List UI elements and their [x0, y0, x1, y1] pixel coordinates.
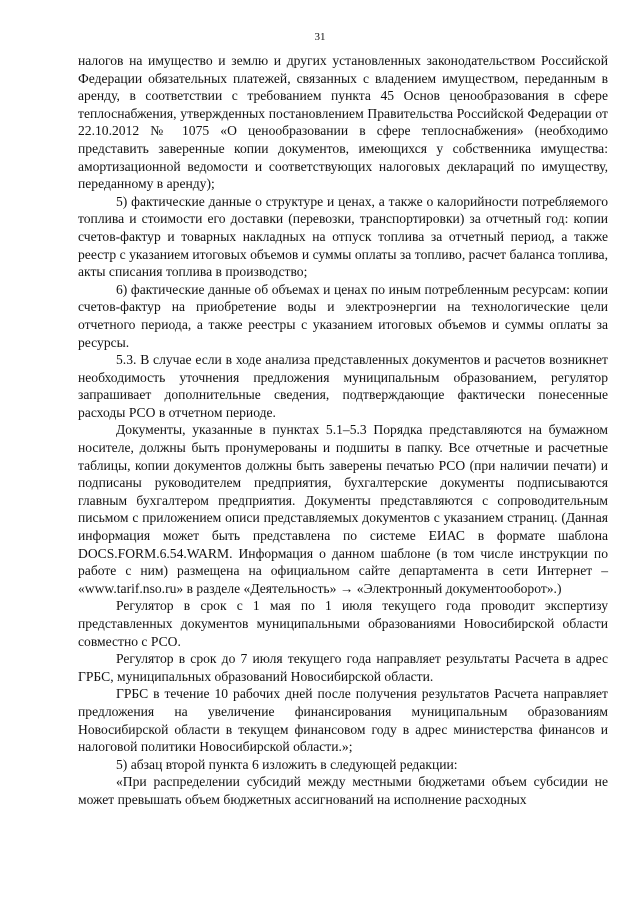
paragraph-1: налогов на имущество и землю и других установленных законодательством Российской Федерации обязательных платежей, связанных с владением имуществом, переданным в аренду, в соответствии с требованием пункта 45 Основ ценообразования в сфере теплоснабжения, утвержденных постановлением Правительства Российской Федерации от 22.10.2012 № 1075 «О ценообразовании в сфере теплоснабжения» (необходимо представить заверенные копии документов, имеющихся у собственника имущества: амортизационной ведомости и соответствующих налоговых деклараций по имуществу, переданному в аренду);	[78, 53, 608, 192]
paragraph-4: 5.3. В случае если в ходе анализа представленных документов и расчетов возникнет необходимость уточнения предложения муниципальным образованием, регулятор запрашивает дополнительные сведения, подтверждающие фактически понесенные расходы РСО в отчетном периоде.	[78, 352, 608, 420]
paragraph-10: «При распределении субсидий между местными бюджетами объем субсидии не может превышать объем бюджетных ассигнований на исполнение расходных	[78, 774, 608, 807]
paragraph-2: 5) фактические данные о структуре и ценах, а также о калорийности потребляемого топлива и стоимости его доставки (перевозки, транспортировки) за отчетный год: копии счетов-фактур и товарных накладных на отпуск топлива за отчетный период, а также реестр с указанием итоговых объемов и суммы оплаты за топливо, расчет баланса топлива, акты списания топлива в производство;	[78, 193, 608, 280]
page-number: 31	[314, 31, 326, 43]
paragraph-3: 6) фактические данные об объемах и ценах по иным потребленным ресурсам: копии счетов-фактур на приобретение воды и электроэнергии на технологические цели отчетного периода, а также реестры с указанием итоговых объемов и суммы оплаты за ресурсы.	[78, 281, 608, 350]
paragraph-5: Документы, указанные в пунктах 5.1–5.3 Порядка представляются на бумажном носителе, должны быть пронумерованы и подшиты в папку. Все отчетные и расчетные таблицы, копии документов должны быть заверены печатью РСО (при наличии печати) и подписаны руководителем предприятия, бухгалтерские документы подписываются главным бухгалтером предприятия. Документы представляются с сопроводительным письмом с приложением описи представляемых документов с указанием страниц. (Данная информация может быть представлена по системе ЕИАС в формате шаблона DOCS.FORM.6.54.WARM. Информация о данном шаблоне (в том числе инструкции по работе с ним) размещена на официальном сайте департамента в сети Интернет – «www.tarif.nso.ru» в разделе «Деятельность» → «Электронный документооборот».)	[78, 422, 608, 596]
paragraph-9: 5) абзац второй пункта 6 изложить в следующей редакции:	[116, 756, 458, 772]
document-body	[78, 52, 608, 809]
paragraph-6: Регулятор в срок с 1 мая по 1 июля текущего года проводит экспертизу представленных документов муниципальными образованиями Новосибирской области совместно с РСО.	[78, 598, 608, 649]
paragraph-8: ГРБС в течение 10 рабочих дней после получения результатов Расчета направляет предложения на увеличение финансирования муниципальным образованиям Новосибирской области в текущем финансовом году в адрес министерства финансов и налоговой политики Новосибирской области.»;	[78, 686, 608, 755]
paragraph-7: Регулятор в срок до 7 июля текущего года направляет результаты Расчета в адрес ГРБС, муниципальных образований Новосибирской области.	[78, 651, 608, 684]
